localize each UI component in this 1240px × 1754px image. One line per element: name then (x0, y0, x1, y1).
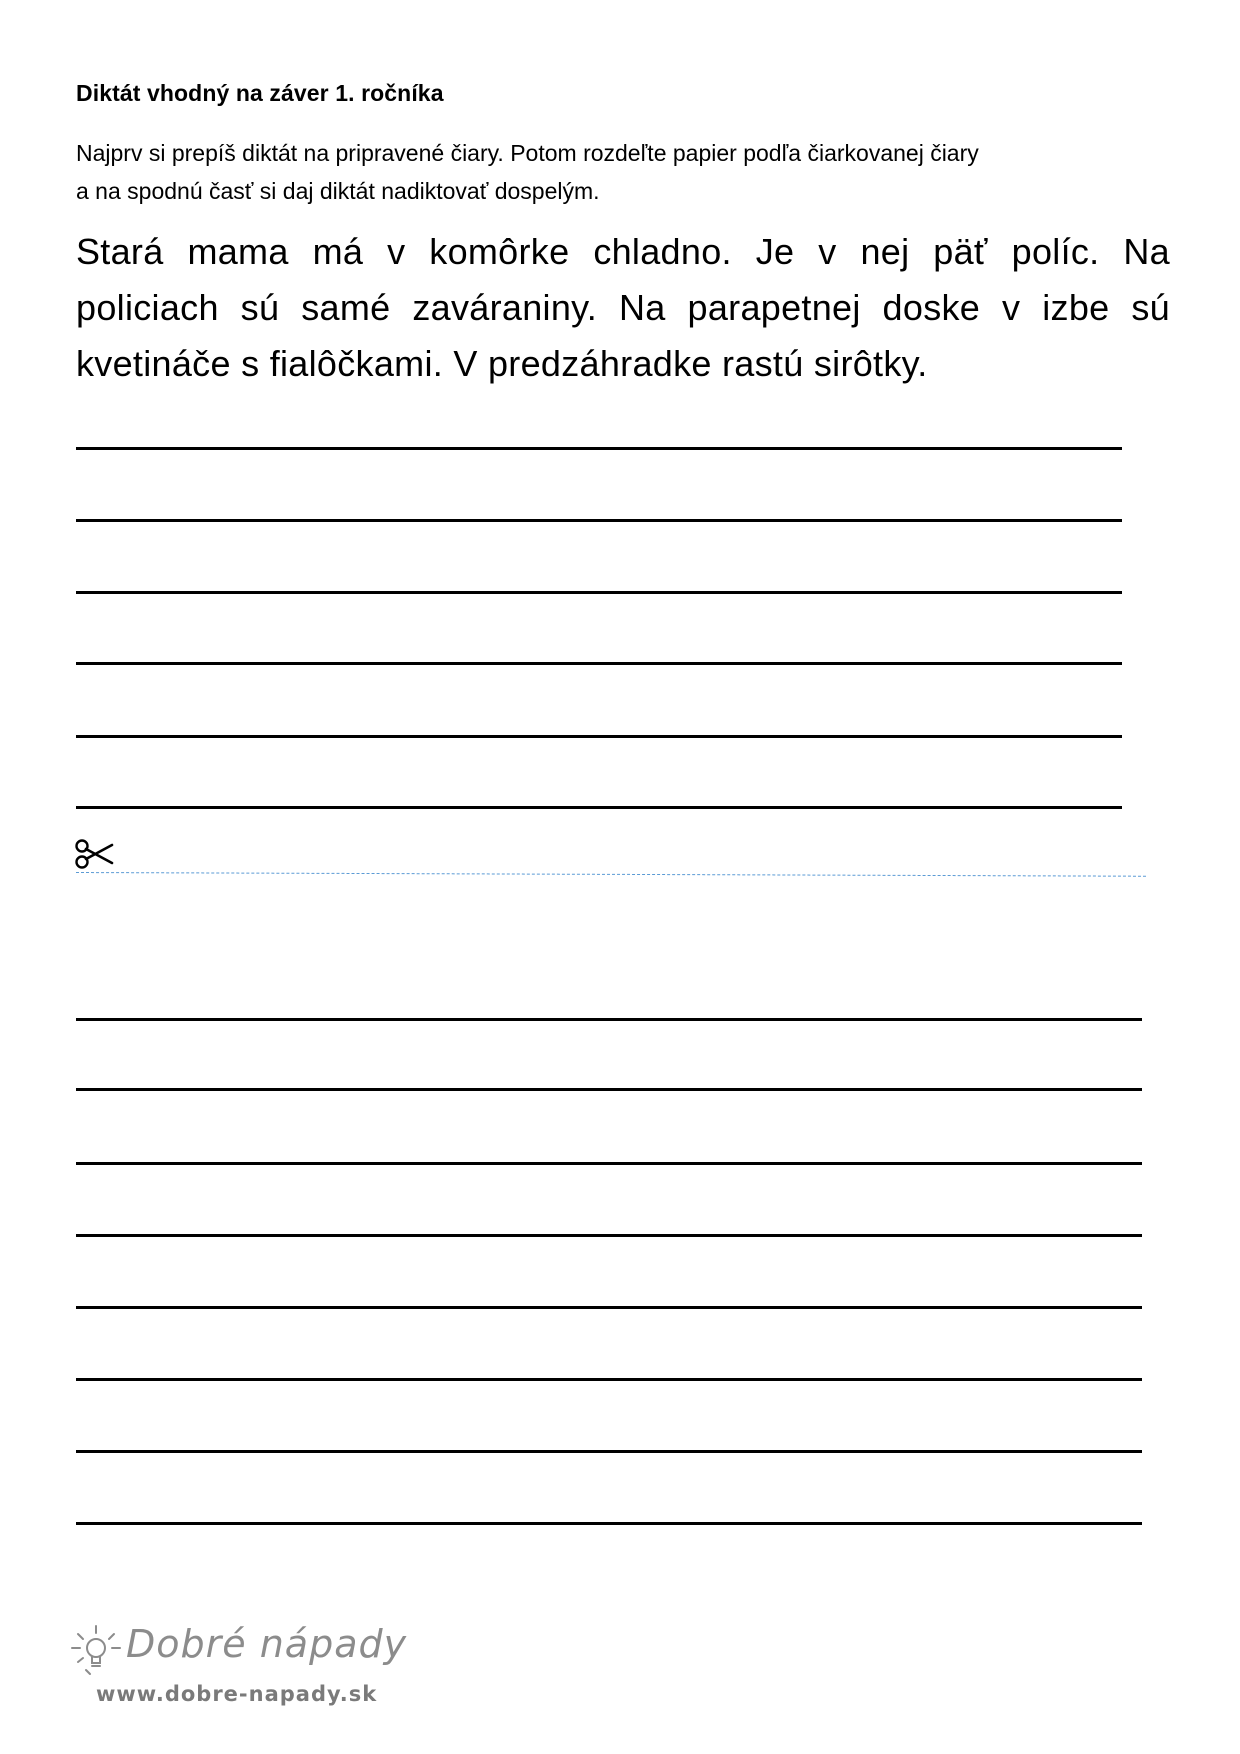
writing-line (76, 1162, 1142, 1165)
writing-line (76, 662, 1122, 665)
logo-url: www.dobre-napady.sk (96, 1682, 378, 1706)
writing-line (76, 1378, 1142, 1381)
writing-line (76, 1234, 1142, 1237)
instructions-line-1: Najprv si prepíš diktát na pripravené čiary. Potom rozdeľte papier podľa čiarkovanej čiary (76, 140, 979, 166)
writing-line (76, 1522, 1142, 1525)
writing-line (76, 447, 1122, 450)
dictation-text: Stará mama má v komôrke chladno. Je v nej päť políc. Na policiach sú samé zaváraniny. Na parapetnej doske v izbe sú kvetináče s fialôčkami. V predzáhradke rastú sirôtky. (76, 231, 1170, 384)
writing-line (76, 1450, 1142, 1453)
writing-line (76, 735, 1122, 738)
writing-line (76, 1088, 1142, 1091)
writing-line (76, 591, 1122, 594)
logo-name: Dobré nápady (126, 1622, 408, 1666)
writing-line (76, 1018, 1142, 1021)
writing-line (76, 1306, 1142, 1309)
writing-line (76, 806, 1122, 809)
cut-line (76, 872, 1146, 877)
worksheet-title: Diktát vhodný na záver 1. ročníka (76, 80, 444, 106)
lightbulb-icon (68, 1622, 124, 1682)
instructions-line-2: a na spodnú časť si daj diktát nadiktovať dospelým. (76, 178, 600, 204)
scissors-icon (74, 838, 116, 870)
writing-line (76, 519, 1122, 522)
logo (68, 1622, 408, 1718)
instructions (76, 134, 1176, 210)
